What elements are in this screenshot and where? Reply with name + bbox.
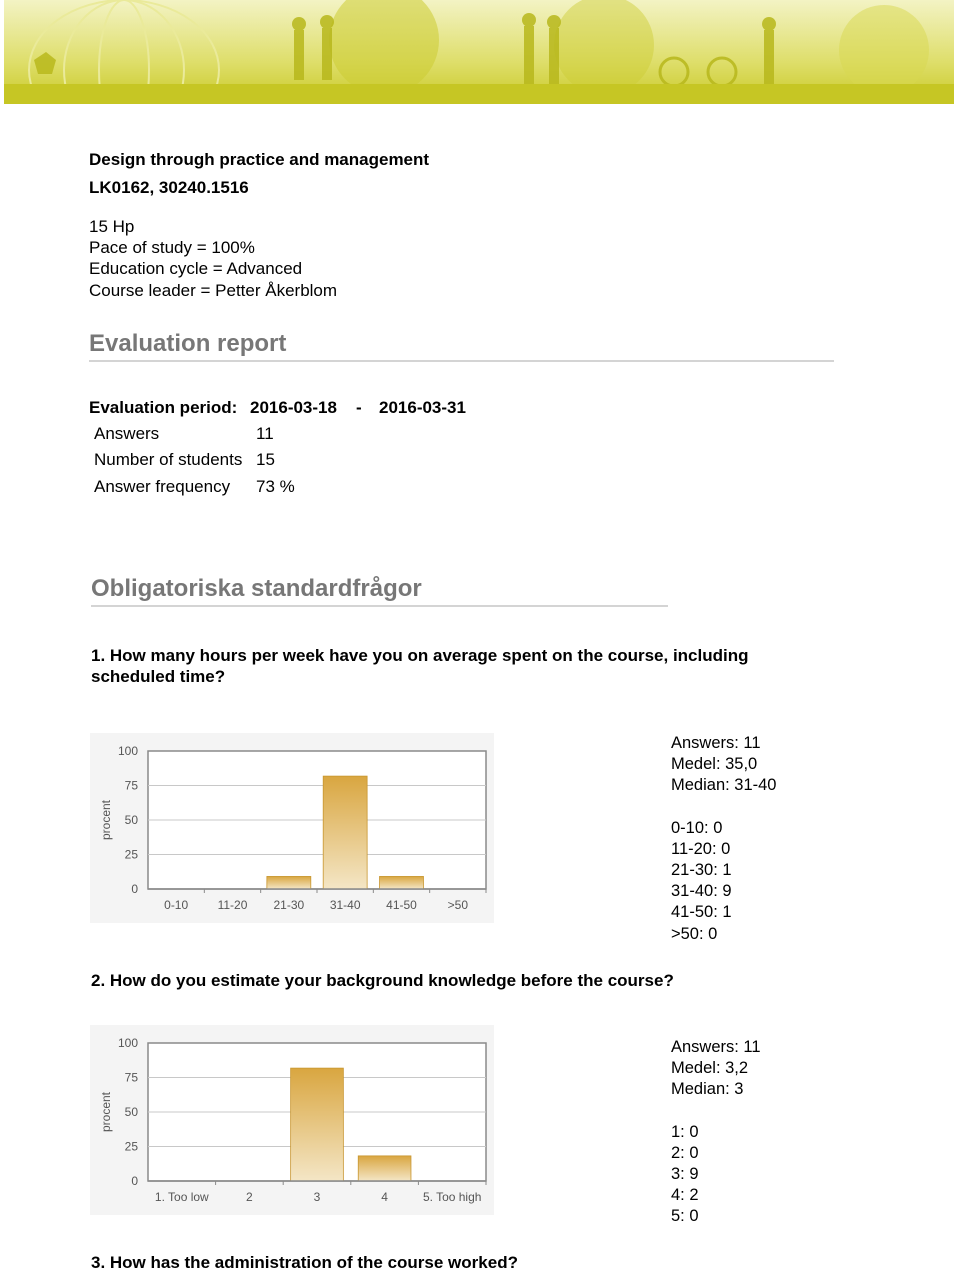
students-value: 15 — [256, 450, 275, 469]
section-heading: Obligatoriska standardfrågor — [91, 575, 422, 602]
q1-count-0-10: 0-10: 0 — [671, 818, 723, 837]
evaluation-period-separator: - — [356, 398, 362, 417]
evaluation-period-end: 2016-03-31 — [379, 398, 466, 417]
q2-chart-ytick-label: 0 — [131, 1174, 138, 1188]
question-1-text-line2: scheduled time? — [91, 667, 226, 686]
question-2-stats — [671, 1037, 761, 1228]
q2-count-4: 4: 2 — [671, 1186, 699, 1205]
q1-chart-xtick-label: 41-50 — [386, 898, 417, 912]
q2-stat-median: Median: 3 — [671, 1080, 744, 1099]
course-code: LK0162, 30240.1516 — [89, 178, 249, 197]
q1-count-21-30: 21-30: 1 — [671, 861, 732, 880]
q1-chart-xtick-label: 0-10 — [164, 898, 189, 912]
course-pace: Pace of study = 100% — [89, 238, 255, 257]
q1-stat-answers: Answers: 11 — [671, 734, 761, 752]
evaluation-period-start: 2016-03-18 — [250, 398, 337, 417]
report-heading-rule — [89, 360, 834, 362]
q2-count-1: 1: 0 — [671, 1122, 699, 1141]
frequency-label: Answer frequency — [94, 477, 231, 496]
q2-chart-xtick-label: 2 — [246, 1190, 253, 1204]
question-3-text: 3. How has the administration of the course worked? — [91, 1253, 518, 1272]
question-1-stats — [671, 733, 777, 945]
q1-chart-xtick-label: 11-20 — [217, 898, 248, 912]
q1-chart-ytick-label: 75 — [124, 778, 138, 793]
q1-chart-ytick-label: 0 — [131, 882, 138, 896]
q1-chart-bar — [267, 876, 311, 889]
q2-chart-ytick-label: 25 — [124, 1139, 138, 1154]
course-title: Design through practice and management — [89, 150, 430, 169]
frequency-value: 73 % — [256, 477, 295, 496]
answers-label: Answers — [94, 424, 160, 443]
question-2-text: 2. How do you estimate your background knowledge before the course? — [91, 971, 674, 990]
students-label: Number of students — [94, 450, 243, 469]
q2-chart-xtick-label: 1. Too low — [154, 1190, 209, 1204]
q1-count-11-20: 11-20: 0 — [671, 839, 731, 858]
q2-chart-y-axis-title: procent — [99, 1091, 113, 1133]
section-heading-rule — [91, 605, 668, 607]
q2-stat-answers: Answers: 11 — [671, 1038, 761, 1056]
course-leader: Course leader = Petter Åkerblom — [89, 281, 338, 300]
q2-count-2: 2: 0 — [671, 1143, 699, 1162]
q1-chart-xtick-label: >50 — [447, 898, 469, 912]
q1-chart-xtick-label: 21-30 — [273, 898, 305, 912]
question-1-text-line1: 1. How many hours per week have you on average spent on the course, including — [91, 646, 749, 665]
question-2-chart — [90, 1025, 494, 1215]
q1-chart-xtick-label: 31-40 — [329, 898, 361, 912]
q1-stat-mean: Medel: 35,0 — [671, 755, 758, 774]
q2-count-5: 5: 0 — [671, 1207, 699, 1226]
q1-stat-median: Median: 31-40 — [671, 776, 777, 795]
q1-count-41-50: 41-50: 1 — [671, 903, 732, 922]
q2-chart-xtick-label: 3 — [313, 1190, 321, 1204]
q1-chart-ytick-label: 25 — [124, 847, 138, 862]
report-heading: Evaluation report — [89, 330, 287, 357]
q1-chart-bar — [323, 776, 367, 889]
q2-chart-ytick-label: 100 — [117, 1036, 138, 1050]
q1-chart-ytick-label: 100 — [117, 744, 138, 758]
q2-chart-xtick-label: 4 — [381, 1190, 388, 1204]
course-credits: 15 Hp — [89, 217, 135, 236]
q1-count-31-40: 31-40: 9 — [671, 882, 732, 901]
header-banner — [4, 0, 954, 104]
q1-chart-bar — [380, 876, 424, 889]
q2-count-3: 3: 9 — [671, 1165, 699, 1184]
q2-chart-ytick-label: 50 — [124, 1105, 138, 1119]
course-cycle: Education cycle = Advanced — [89, 259, 303, 278]
evaluation-period-label: Evaluation period: — [89, 398, 238, 417]
q1-chart-y-axis-title: procent — [99, 799, 113, 841]
q2-chart-ytick-label: 75 — [124, 1070, 138, 1085]
q2-chart-xtick-label: 5. Too high — [422, 1190, 482, 1204]
answers-value: 11 — [256, 424, 274, 443]
q2-stat-mean: Medel: 3,2 — [671, 1059, 749, 1078]
q2-chart-bar — [358, 1156, 411, 1181]
question-1-chart — [90, 733, 494, 923]
q1-count-over-50: >50: 0 — [671, 924, 718, 943]
q2-chart-bar — [291, 1068, 344, 1181]
q1-chart-ytick-label: 50 — [124, 813, 138, 827]
